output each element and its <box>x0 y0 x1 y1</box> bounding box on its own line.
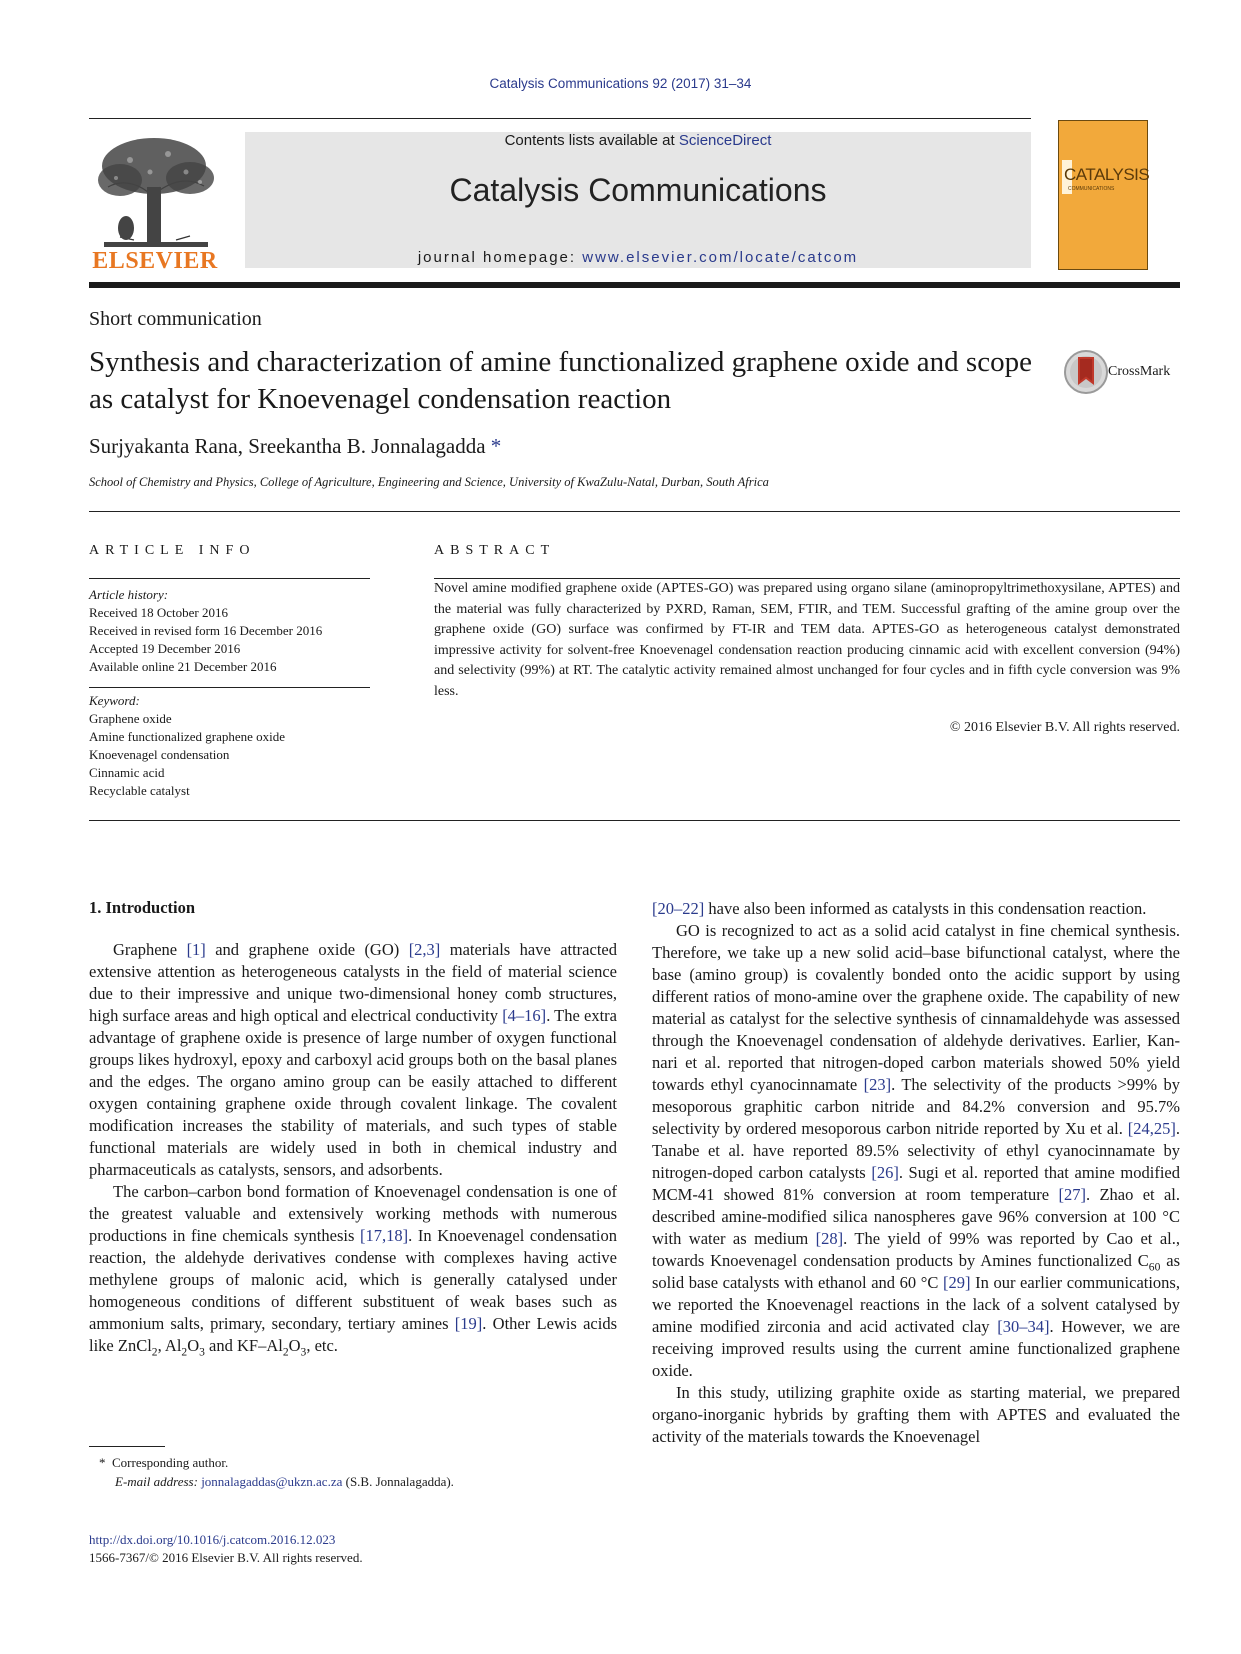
elsevier-wordmark: ELSEVIER <box>92 248 218 274</box>
article-info-rule <box>89 578 370 579</box>
keyword-item: Graphene oxide <box>89 711 172 726</box>
intro-paragraph-continued: [20–22] have also been informed as catalysts in this condensation reaction. <box>652 899 1147 918</box>
keyword-item: Amine functionalized graphene oxide <box>89 729 286 744</box>
citation-link[interactable]: [4–16] <box>502 1006 547 1025</box>
author-names: Surjyakanta Rana, Sreekantha B. Jonnalagadda <box>89 434 486 458</box>
contents-available-line <box>245 132 1031 149</box>
history-label: Article history: <box>89 587 169 602</box>
header-top-rule <box>89 118 1031 119</box>
article-history <box>89 586 369 676</box>
citation-link[interactable]: [1] <box>186 940 206 959</box>
email-suffix: (S.B. Jonnalagadda). <box>342 1474 454 1489</box>
homepage-link[interactable]: www.elsevier.com/locate/catcom <box>582 249 859 266</box>
affiliation: School of Chemistry and Physics, College of Agriculture, Engineering and Science, University of KwaZulu-Natal, Durban, South Africa <box>89 475 769 489</box>
doi-link[interactable]: http://dx.doi.org/10.1016/j.catcom.2016.12.023 <box>89 1532 336 1547</box>
body-left-column <box>89 939 617 1357</box>
history-online: Available online 21 December 2016 <box>89 659 277 674</box>
abstract-text: Novel amine modified graphene oxide (APTES-GO) was prepared using organo silane (aminopropyltrimethoxysilane, APTES) and the material was fully characterized by PXRD, Raman, SEM, FTIR, and TEM. Successful grafting of the amine group over the graphene oxide (GO) surface was confirmed by FT-IR and TEM data. APTES-GO as heterogeneous catalyst demonstrated impressive activity for solvent-free Knoevenagel condensation reaction producing cinnamic acid with excellent conversion (94%) and selectivity (99%) at RT. The catalytic activity remained almost unchanged for four cycles and in fifth cycle conversion was 9% less. <box>434 581 1180 699</box>
history-revised: Received in revised form 16 December 2016 <box>89 623 323 638</box>
intro-paragraph-3: GO is recognized to act as a solid acid catalyst in fine chemical synthesis. Therefore, we take up a new solid acid–base bifunctional catalyst, where the base (amino group) is covalently bonded onto the acidic support by using different ratios of mono-amine over the graphene oxide. The capability of new material as catalyst for the selective synthesis of cinnamaldehyde was assessed through the Knoevenagel condensation of aldehyde derivatives. Earlier, Kan-nari et al. reported that nitrogen-doped carbon materials showed 50% yield towards ethyl cyanocinnamate [23]. The selectivity of the products >99% by mesoporous graphitic carbon nitride and 84.2% conversion and 95.7% selectivity by ordered mesoporous carbon nitride reported by Xu et al. [24,25]. Tanabe et al. have reported 89.5% selectivity of ethyl cyanocinnamate by nitrogen-doped carbon catalysts [26]. Sugi et al. reported that amine modified MCM-41 showed 81% conversion at room temperature [27]. Zhao et al. described amine-modified silica nanospheres gave 96% conversion at 100 °C with water as medium [28]. The yield of 99% was reported by Cao et al., towards Knoevenagel condensation products by Amines functionalized $C_{60}$ as solid base catalysts with ethanol and 60 °C [29] In our earlier communications, we reported the Knoevenagel reactions in the lack of a solvent catalysed by amine modified zirconia and acid activated clay [30–34]. However, we are receiving improved results using the current amine functionalized graphene oxide. <box>652 921 1181 1380</box>
history-received: Received 18 October 2016 <box>89 605 228 620</box>
sciencedirect-link[interactable]: ScienceDirect <box>678 132 772 149</box>
author-list <box>89 434 501 459</box>
header-bottom-rule <box>89 282 1180 288</box>
footnote-rule <box>89 1446 165 1447</box>
intro-paragraph-4: In this study, utilizing graphite oxide as starting material, we prepared organo-inorganic hybrids by grafting them with APTES and evaluated the activity of the materials towards the Knoevenagel <box>652 1383 1180 1446</box>
contents-prefix: Contents lists available at <box>504 132 679 149</box>
abstract-bottom-rule <box>89 820 1180 821</box>
keyword-label: Keyword: <box>89 693 140 708</box>
citation-link[interactable]: [29] <box>942 1273 971 1292</box>
citation-link[interactable]: [23] <box>863 1075 892 1094</box>
abstract-heading: ABSTRACT <box>434 543 556 558</box>
homepage-prefix: journal homepage: <box>417 249 583 266</box>
article-type: Short communication <box>89 308 262 330</box>
keyword-list <box>89 692 369 800</box>
keywords-rule <box>89 687 370 688</box>
citation-link[interactable]: [30–34] <box>997 1317 1050 1336</box>
doi-block <box>89 1531 363 1567</box>
footnote-mark: * <box>99 1455 106 1470</box>
journal-cover-thumbnail[interactable] <box>1058 120 1148 270</box>
email-label: E-mail address: <box>115 1474 198 1489</box>
footnote-label: Corresponding author. <box>112 1455 229 1470</box>
issn-line: 1566-7367/© 2016 Elsevier B.V. All rights reserved. <box>89 1550 363 1565</box>
citation-link[interactable]: [17,18] <box>360 1226 409 1245</box>
crossmark-label[interactable]: CrossMark <box>1108 364 1171 379</box>
journal-title: Catalysis Communications <box>449 172 827 208</box>
corresponding-author-mark[interactable]: * <box>490 434 502 458</box>
keyword-item: Knoevenagel condensation <box>89 747 230 762</box>
email-link[interactable]: jonnalagaddas@ukzn.ac.za <box>201 1474 343 1489</box>
cover-title: CATALYSIS <box>1064 165 1150 184</box>
body-right-column <box>652 898 1180 1448</box>
cover-subtitle: COMMUNICATIONS <box>1068 186 1115 192</box>
citation-link[interactable]: [24,25] <box>1127 1119 1176 1138</box>
section-heading-introduction: 1. Introduction <box>89 898 196 917</box>
citation-link[interactable]: [20–22] <box>652 899 705 918</box>
citation-link[interactable]: [28] <box>815 1229 844 1248</box>
corresponding-author-footnote <box>89 1453 454 1491</box>
history-accepted: Accepted 19 December 2016 <box>89 641 241 656</box>
citation-link[interactable]: [27] <box>1058 1185 1086 1204</box>
article-title: Synthesis and characterization of amine functionalized graphene oxide and scope as catalyst for Knoevenagel condensation reaction <box>89 346 1032 415</box>
elsevier-tree-icon <box>90 132 220 250</box>
crossmark-icon <box>1063 349 1109 395</box>
abstract-copyright: © 2016 Elsevier B.V. All rights reserved. <box>949 720 1180 735</box>
keyword-item: Recyclable catalyst <box>89 783 190 798</box>
intro-paragraph-1: Graphene [1] and graphene oxide (GO) [2,3] materials have attracted extensive attention as heterogeneous catalysts in the field of material science due to their impressive and unique two-dimensional honey comb structures, high surface areas and high optical and electrical conductivity [4–16]. The extra advantage of graphene oxide is presence of large number of oxygen functional groups likes hydroxyl, epoxy and carboxyl acid groups both on the basal planes and the edges. The organo amino group can be easily attached to different oxygen containing graphene oxide through covalent linkage. The covalent modification increases the stability of materials, and such types of stable functional materials are widely used in both in chemical industry and pharmaceuticals as catalysts, sensors, and adsorbents. <box>89 940 617 1179</box>
citation-link[interactable]: [2,3] <box>408 940 441 959</box>
intro-paragraph-2: The carbon–carbon bond formation of Knoevenagel condensation is one of the greatest valuable and extensively working methods with numerous productions in fine chemicals synthesis [17,18]. In Knoevenagel condensation reaction, the aldehyde derivatives condense with complexes having active methylene groups of malonic acid, which is generally catalysed under homogeneous conditions of different substituent of weak bases such as ammonium salts, primary, secondary, tertiary amines [19]. Other Lewis acids like ZnCl$_2$, $Al_2O_3$ and $KF-Al_2O_3$, etc. <box>89 1182 617 1359</box>
citation-link[interactable]: [26] <box>871 1163 899 1182</box>
citation-link[interactable]: [19] <box>454 1314 483 1333</box>
journal-citation[interactable]: Catalysis Communications 92 (2017) 31–34 <box>489 76 752 91</box>
keyword-item: Cinnamic acid <box>89 765 165 780</box>
affiliation-rule <box>89 511 1180 512</box>
article-info-heading: ARTICLE INFO <box>89 543 256 558</box>
journal-homepage-line <box>245 249 1031 266</box>
